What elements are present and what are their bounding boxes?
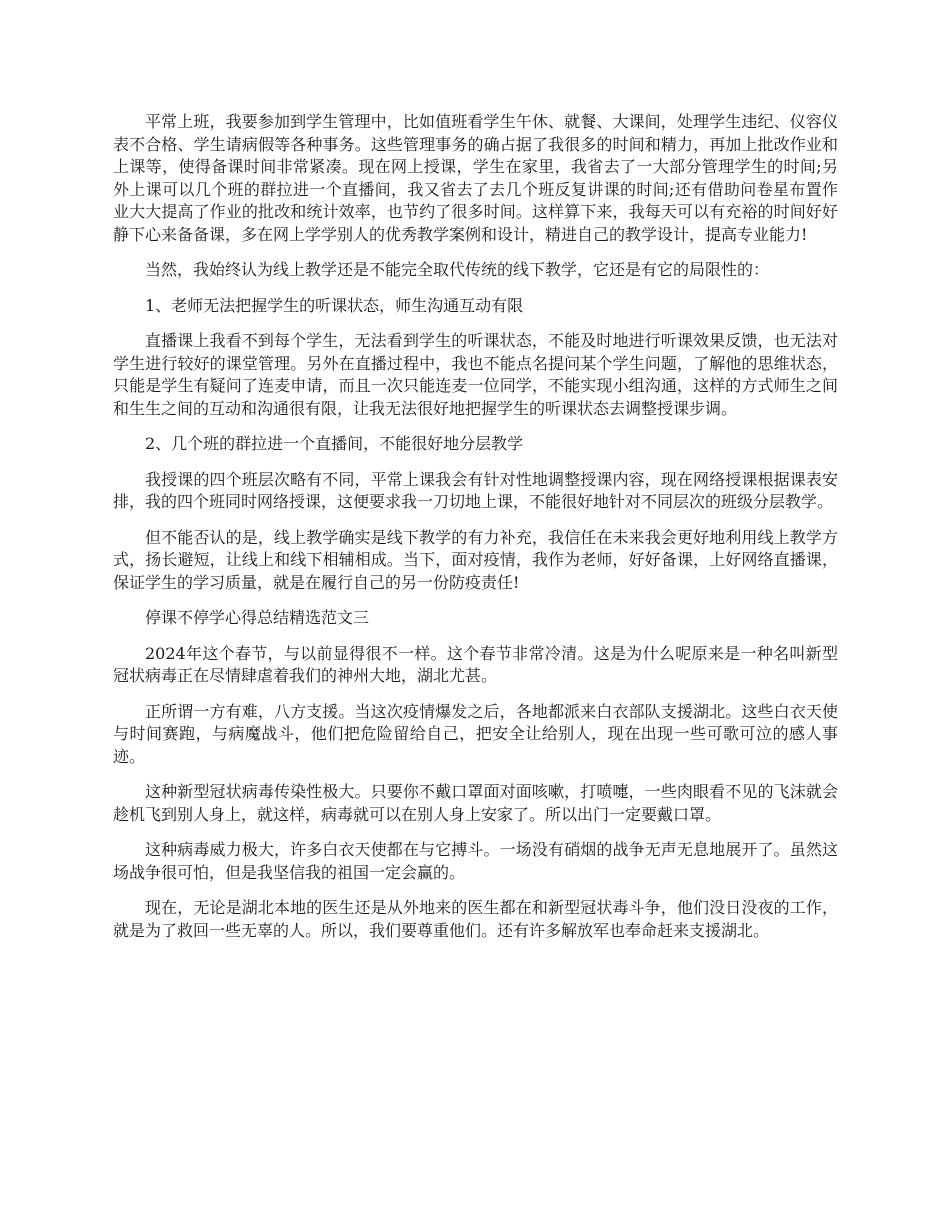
paragraph-doctors: 现在，无论是湖北本地的医生还是从外地来的医生都在和新型冠状毒斗争，他们没日没夜的工作，就是为了救回一些无辜的人。所以，我们要尊重他们。还有许多解放军也奉命赶来支援湖北。 xyxy=(113,898,838,940)
paragraph-point-2-detail: 我授课的四个班层次略有不同，平常上课我会有针对性地调整授课内容，现在网络授课根据课表安排，我的四个班同时网络授课，这便要求我一刀切地上课，不能很好地针对不同层次的班级分层教学。 xyxy=(113,469,838,511)
paragraph-point-1-detail: 直播课上我看不到每个学生，无法看到学生的听课状态，不能及时地进行听课效果反馈，也无法对学生进行较好的课堂管理。另外在直播过程中，我也不能点名提问某个学生问题，了解他的思维状态，只能是学生有疑问了连麦申请，而且一次只能连麦一位同学，不能实现小组沟通，这样的方式师生之间和生生之间的互动和沟通很有限，让我无法很好地把握学生的听课状态去调整授课步调。 xyxy=(113,331,838,418)
paragraph-support-hubei: 正所谓一方有难，八方支援。当这次疫情爆发之后，各地都派来白衣部队支援湖北。这些白衣天使与时间赛跑，与病魔战斗，他们把危险留给自己，把安全让给别人，现在出现一些可歌可泣的感人事迹。 xyxy=(113,701,838,766)
document-page xyxy=(113,111,838,955)
paragraph-battle: 这种病毒威力极大，许多白衣天使都在与它搏斗。一场没有硝烟的战争无声无息地展开了。虽然这场战争很可怕，但是我坚信我的祖国一定会赢的。 xyxy=(113,840,838,882)
paragraph-limitations-intro: 当然，我始终认为线上教学还是不能完全取代传统的线下教学，它还是有它的局限性的： xyxy=(145,260,770,279)
paragraph-time-savings: 平常上班，我要参加到学生管理中，比如值班看学生午休、就餐、大课间，处理学生违纪、仪容仪表不合格、学生请病假等各种事务。这些管理事务的确占据了我很多的时间和精力，再加上批改作业和上课等，使得备课时间非常紧凑。现在网上授课，学生在家里，我省去了一大部分管理学生的时间;另外上课可以几个班的群拉进一个直播间，我又省去了去几个班反复讲课的时间;还有借助问卷星布置作业大大提高了作业的批改和统计效率，也节约了很多时间。这样算下来，我每天可以有充裕的时间好好静下心来备备课，多在网上学学别人的优秀教学案例和设计，精进自己的教学设计，提高专业能力! xyxy=(113,112,838,244)
paragraph-spring-festival: 2024年这个春节，与以前显得很不一样。这个春节非常冷清。这是为什么呢原来是一种名叫新型冠状病毒正在尽情肆虐着我们的神州大地，湖北尤甚。 xyxy=(113,643,838,685)
point-heading-2: 2、几个班的群拉进一个直播间，不能很好地分层教学 xyxy=(145,434,524,453)
paragraph-contagion: 这种新型冠状病毒传染性极大。只要你不戴口罩面对面咳嗽，打喷嚏，一些肉眼看不见的飞沫就会趁机飞到别人身上，就这样，病毒就可以在别人身上安家了。所以出门一定要戴口罩。 xyxy=(113,782,838,824)
point-heading-1: 1、老师无法把握学生的听课状态，师生沟通互动有限 xyxy=(145,295,524,315)
section-title-essay-3: 停课不停学心得总结精选范文三 xyxy=(145,608,370,627)
paragraph-conclusion: 但不能否认的是，线上教学确实是线下教学的有力补充，我信任在未来我会更好地利用线上教学方式，扬长避短，让线上和线下相辅相成。当下，面对疫情，我作为老师，好好备课，上好网络直播课，保证学生的学习质量，就是在履行自己的另一份防疫责任! xyxy=(113,527,838,592)
